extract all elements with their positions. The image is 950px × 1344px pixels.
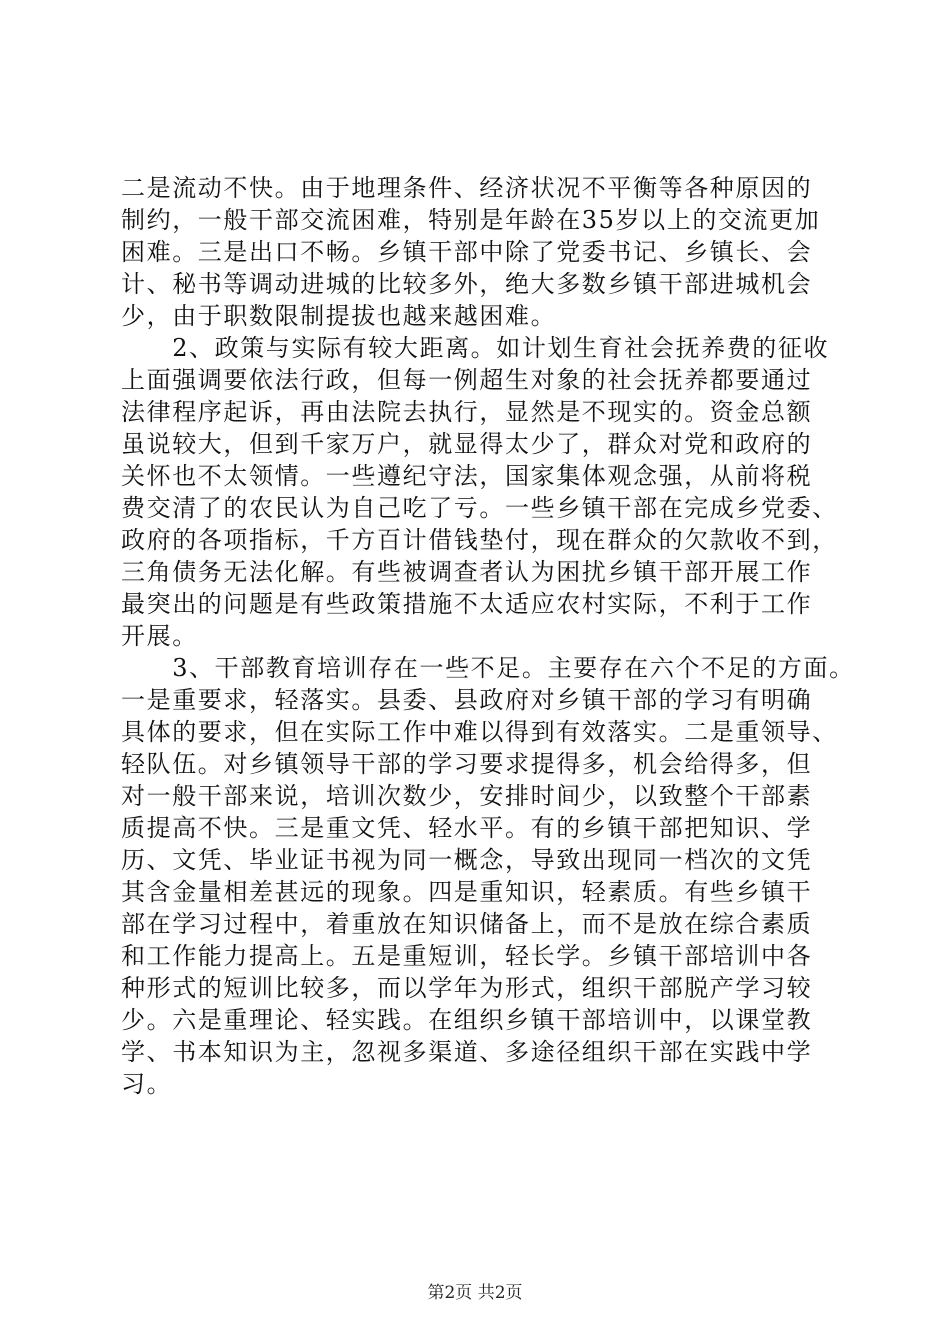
text-line: 三角债务无法化解。有些被调查者认为困扰乡镇干部开展工作 bbox=[121, 558, 813, 586]
text-line: 关怀也不太领情。一些遵纪守法，国家集体观念强，从前将税 bbox=[121, 462, 813, 490]
text-line: 其含金量相差甚远的现象。四是重知识，轻素质。有些乡镇干 bbox=[121, 878, 813, 906]
text-line: 和工作能力提高上。五是重短训，轻长学。乡镇干部培训中各 bbox=[121, 942, 813, 970]
text-line: 法律程序起诉，再由法院去执行，显然是不现实的。资金总额 bbox=[121, 398, 813, 426]
text-line: 少。六是重理论、轻实践。在组织乡镇干部培训中，以课堂教 bbox=[121, 1006, 813, 1034]
page-number-label: 第2页 共2页 bbox=[427, 1283, 523, 1303]
text-line: 制约，一般干部交流困难，特别是年龄在35岁以上的交流更加 bbox=[121, 206, 821, 234]
text-line: 最突出的问题是有些政策措施不太适应农村实际，不利于工作 bbox=[121, 590, 813, 618]
text-line: 二是流动不快。由于地理条件、经济状况不平衡等各种原因的 bbox=[121, 174, 813, 202]
text-line: 部在学习过程中，着重放在知识储备上，而不是放在综合素质 bbox=[121, 910, 813, 938]
page-footer bbox=[0, 1282, 950, 1304]
text-line: 虽说较大，但到千家万户，就显得太少了，群众对党和政府的 bbox=[121, 430, 813, 458]
text-line: 种形式的短训比较多，而以学年为形式，组织干部脱产学习较 bbox=[121, 974, 813, 1002]
text-line: 计、秘书等调动进城的比较多外，绝大多数乡镇干部进城机会 bbox=[121, 270, 813, 298]
text-line: 一是重要求，轻落实。县委、县政府对乡镇干部的学习有明确 bbox=[121, 686, 813, 714]
text-line: 3、干部教育培训存在一些不足。主要存在六个不足的方面。 bbox=[121, 654, 855, 682]
text-line: 困难。三是出口不畅。乡镇干部中除了党委书记、乡镇长、会 bbox=[121, 238, 813, 266]
text-line: 具体的要求，但在实际工作中难以得到有效落实。二是重领导、 bbox=[121, 718, 838, 746]
text-line: 上面强调要依法行政，但每一例超生对象的社会抚养都要通过 bbox=[121, 366, 813, 394]
text-line: 少，由于职数限制提拔也越来越困难。 bbox=[121, 302, 557, 330]
text-line: 对一般干部来说，培训次数少，安排时间少，以致整个干部素 bbox=[121, 782, 813, 810]
text-line: 质提高不快。三是重文凭、轻水平。有的乡镇干部把知识、学 bbox=[121, 814, 813, 842]
text-line: 费交清了的农民认为自己吃了亏。一些乡镇干部在完成乡党委、 bbox=[121, 494, 838, 522]
text-line: 学、书本知识为主，忽视多渠道、多途径组织干部在实践中学 bbox=[121, 1038, 813, 1066]
body-text bbox=[121, 172, 855, 1100]
text-line: 开展。 bbox=[121, 622, 198, 650]
text-line: 习。 bbox=[121, 1070, 173, 1098]
text-line: 历、文凭、毕业证书视为同一概念，导致出现同一档次的文凭 bbox=[121, 846, 813, 874]
text-line: 2、政策与实际有较大距离。如计划生育社会抚养费的征收 bbox=[121, 334, 830, 362]
text-line: 政府的各项指标，千方百计借钱垫付，现在群众的欠款收不到， bbox=[121, 526, 838, 554]
text-line: 轻队伍。对乡镇领导干部的学习要求提得多，机会给得多，但 bbox=[121, 750, 813, 778]
